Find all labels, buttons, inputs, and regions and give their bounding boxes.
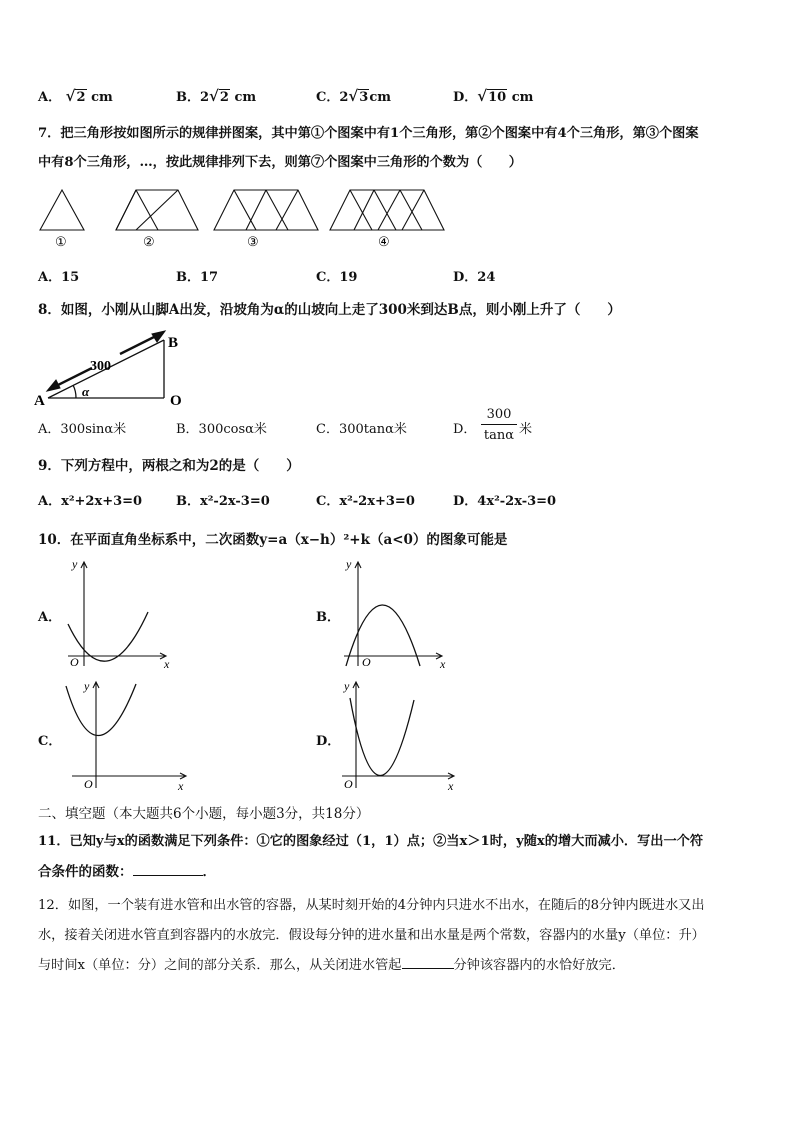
q12-stem-line1: 12．如图，一个装有进水管和出水管的容器，从某时刻开始的4分钟内只进水不出水，在随后的8分钟内既进水又出 xyxy=(38,898,705,913)
q9-option-b: B．x²-2x-3=0 xyxy=(176,494,270,509)
pattern-2 xyxy=(116,190,198,230)
q12-suffix: 分钟该容器内的水恰好放完． xyxy=(453,958,625,973)
q6-option-c xyxy=(316,86,391,108)
option-letter: D． xyxy=(453,90,478,105)
fig-label-2: ② xyxy=(143,234,155,249)
origin-label: O xyxy=(84,777,93,791)
graph-c-letter: C． xyxy=(38,734,62,749)
pattern-3 xyxy=(214,190,318,230)
sqrt-sign: √ xyxy=(348,87,359,105)
graph-a xyxy=(62,554,186,670)
graph-d-letter: D． xyxy=(316,734,341,749)
origin-label: O xyxy=(70,655,79,669)
y-axis-label: y xyxy=(346,557,352,571)
x-axis-label: x xyxy=(164,657,170,670)
q7-option-a: A．15 xyxy=(38,270,80,285)
sqrt-sign: √ xyxy=(477,87,488,105)
q9-option-a: A．x²+2x+3=0 xyxy=(38,494,143,509)
section-title: 二、填空题（本大题共6个小题，每小题3分，共18分） xyxy=(38,806,370,822)
y-axis-label: y xyxy=(72,557,78,571)
q6-option-a xyxy=(38,86,113,108)
y-axis-label: y xyxy=(84,679,90,693)
q7-stem-line2: 中有8个三角形，…，按此规律排列下去，则第⑦个图案中三角形的个数为（ ） xyxy=(38,155,522,170)
option-letter: A． xyxy=(38,90,62,105)
radicand: 2 xyxy=(76,90,86,105)
pattern-1 xyxy=(40,190,84,230)
q7-stem-line1: 7．把三角形按如图所示的规律拼图案，其中第①个图案中有1个三角形，第②个图案中有4个三角形，第③个图案 xyxy=(38,126,699,141)
q7-option-b: B．17 xyxy=(176,270,219,285)
y-axis-label: y xyxy=(344,679,350,693)
sqrt-sign: √ xyxy=(65,87,76,105)
q7-option-c: C．19 xyxy=(316,270,358,285)
option-unit: cm xyxy=(369,90,391,105)
fig-label-4: ④ xyxy=(378,234,390,249)
q12-prefix: 与时间x（单位：分）之间的部分关系．那么，从关闭进水管起 xyxy=(38,958,402,973)
q8-option-a: A．300sinα米 xyxy=(38,422,127,437)
origin-label: O xyxy=(344,777,353,791)
graph-b-letter: B． xyxy=(316,610,340,625)
q9-option-d: D．4x²-2x-3=0 xyxy=(453,494,557,509)
option-letter: D． xyxy=(453,422,477,437)
pattern-4 xyxy=(330,190,444,230)
x-axis-label: x xyxy=(178,779,184,793)
q7-option-d: D．24 xyxy=(453,270,496,285)
radicand: 2 xyxy=(219,90,229,105)
q6-option-b xyxy=(176,86,256,108)
option-unit: cm xyxy=(511,90,534,105)
point-a-label: A xyxy=(34,393,45,409)
graph-b xyxy=(338,554,462,670)
fraction-denominator: tanα xyxy=(483,428,515,443)
fraction-numerator: 300 xyxy=(481,406,517,425)
q8-slope-figure xyxy=(34,328,194,412)
q9-option-c: C．x²-2x+3=0 xyxy=(316,494,415,509)
q11-answer-blank[interactable] xyxy=(133,875,203,876)
option-unit: cm xyxy=(91,90,113,105)
option-coef: 2 xyxy=(339,90,349,105)
point-b-label: B xyxy=(168,335,179,351)
option-letter: C． xyxy=(316,90,340,105)
q11-stem-line2 xyxy=(38,862,216,882)
q11-prefix: 合条件的函数： xyxy=(38,864,133,880)
fig-label-3: ③ xyxy=(247,234,259,249)
point-o-label: O xyxy=(170,393,182,409)
option-letter: B． xyxy=(176,90,200,105)
q8-option-b: B．300cosα米 xyxy=(176,422,267,437)
length-label: 300 xyxy=(90,359,111,374)
q7-triangle-patterns xyxy=(36,184,456,254)
fig-label-1: ① xyxy=(55,234,67,249)
angle-label: α xyxy=(82,384,90,399)
graph-a-letter: A． xyxy=(38,610,62,625)
x-axis-label: x xyxy=(448,779,454,793)
q6-option-d xyxy=(453,86,533,108)
option-unit: cm xyxy=(234,90,257,105)
q10-stem: 10．在平面直角坐标系中，二次函数y=a（x−h）²+k（a<0）的图象可能是 xyxy=(38,532,508,548)
graph-d xyxy=(338,676,468,794)
q12-stem-line2: 水，接着关闭进水管直到容器内的水放完．假设每分钟的进水量和出水量是两个常数，容器内的水量y（单位：升） xyxy=(38,928,705,943)
q8-stem: 8．如图，小刚从山脚A出发，沿坡角为α的山坡向上走了300米到达B点，则小刚上升了（ ） xyxy=(38,302,621,318)
graph-c xyxy=(62,676,192,794)
q9-stem: 9．下列方程中，两根之和为2的是（ ） xyxy=(38,458,300,474)
q12-stem-line3 xyxy=(38,956,625,976)
q12-answer-blank[interactable] xyxy=(402,968,454,969)
option-coef: 2 xyxy=(200,90,210,105)
radicand: 10 xyxy=(488,90,507,105)
q11-suffix: ． xyxy=(202,864,216,880)
x-axis-label: x xyxy=(440,657,446,670)
option-unit: 米 xyxy=(519,422,533,437)
origin-label: O xyxy=(362,655,371,669)
sqrt-sign: √ xyxy=(209,87,219,105)
q8-option-c: C．300tanα米 xyxy=(316,422,407,437)
radicand: 3 xyxy=(359,90,369,105)
q11-stem-line1: 11．已知y与x的函数满足下列条件：①它的图象经过（1，1）点；②当x＞1时，y随x的增大而减小．写出一个符 xyxy=(38,834,704,849)
